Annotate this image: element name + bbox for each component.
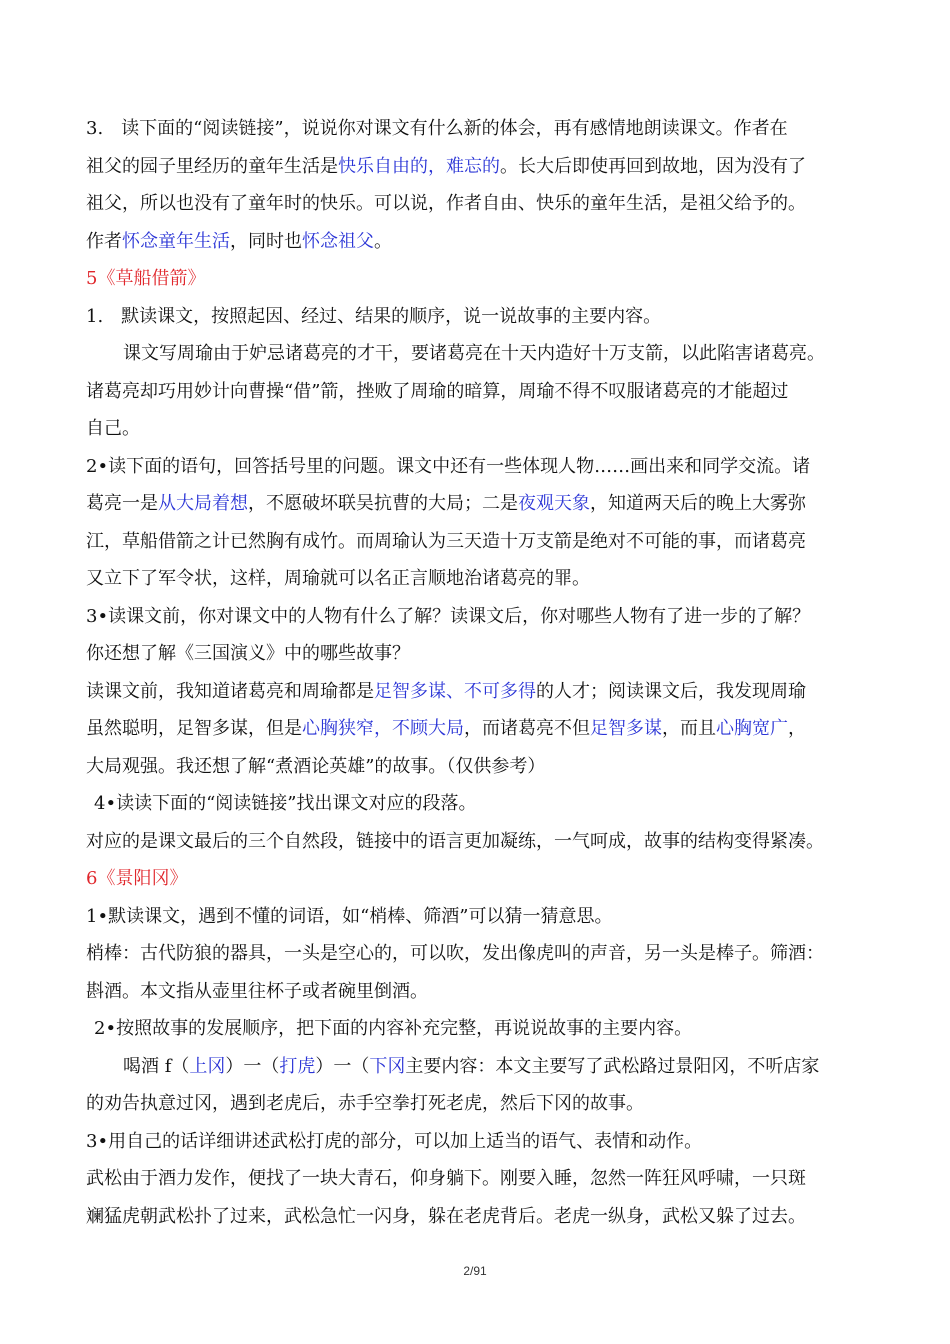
answer-text: 。 [374, 230, 392, 252]
highlighted-answer: 心胸狭窄，不顾大局 [302, 718, 464, 739]
text-line [86, 110, 876, 148]
answer-text: ， [788, 718, 806, 739]
answer-text: 喝酒 f（ [123, 1055, 190, 1077]
highlighted-answer: 夜观天象 [518, 493, 590, 514]
answer-text: ，不愿破坏联吴抗曹的大局；二是 [248, 493, 518, 514]
answer-line: 斓猛虎朝武松扑了过来，武松急忙一闪身，躲在老虎背后。老虎一纵身，武松又躲了过去。 [86, 1205, 806, 1227]
question-line: 你还想了解《三国演义》中的哪些故事？ [86, 643, 410, 664]
question-line: 2•按照故事的发展顺序，把下面的内容补充完整，再说说故事的主要内容。 [94, 1018, 693, 1039]
answer-line: 自己。 [86, 418, 140, 439]
answer-line: 课文写周瑜由于妒忌诸葛亮的才干，要诸葛亮在十天内造好十万支箭，以此陷害诸葛亮。 [123, 343, 825, 364]
highlighted-answer: 足智多谋 [590, 718, 662, 739]
answer-text: ，而诸葛亮不但 [464, 718, 590, 739]
highlighted-answer: 怀念祖父 [302, 230, 374, 252]
question-line: 4•读读下面的“阅读链接”找出课文对应的段落。 [94, 793, 477, 814]
question-line: 3•用自己的话详细讲述武松打虎的部分，可以加上适当的语气、表情和动作。 [86, 1130, 703, 1152]
answer-line: 的劝告执意过冈，遇到老虎后，赤手空拳打死老虎，然后下冈的故事。 [86, 1093, 644, 1114]
answer-text: 。长大后即使再回到故地，因为没有了 [500, 155, 806, 177]
text-line [86, 223, 876, 261]
answer-line: 武松由于酒力发作，便找了一块大青石，仰身躺下。刚要入睡，忽然一阵狂风呼啸，一只斑 [86, 1168, 806, 1189]
answer-line: 诸葛亮却巧用妙计向曹操“借”箭，挫败了周瑜的暗算，周瑜不得不叹服诸葛亮的才能超过 [86, 380, 789, 402]
answer-line [86, 710, 876, 748]
text-line [86, 185, 876, 223]
answer-line [86, 1048, 876, 1086]
highlighted-answer: 心胸宽广 [716, 718, 788, 739]
question-line: 3•读课文前，你对课文中的人物有什么了解？读课文后，你对哪些人物有了进一步的了解？ [86, 605, 811, 627]
answer-text: 葛亮一是 [86, 493, 158, 514]
lesson-title: 6《景阳冈》 [86, 868, 188, 889]
answer-text: 的人才；阅读课文后，我发现周瑜 [536, 680, 806, 702]
answer-text: 作者 [86, 230, 122, 252]
answer-line: 又立下了军令状，这样，周瑜就可以名正言顺地治诸葛亮的罪。 [86, 568, 590, 589]
text-line [86, 148, 876, 186]
answer-text: ，而且 [662, 718, 716, 739]
highlighted-answer: 打虎 [279, 1055, 316, 1077]
answer-line: 斟酒。本文指从壶里往杯子或者碗里倒酒。 [86, 980, 428, 1002]
answer-text: 虽然聪明，足智多谋，但是 [86, 718, 302, 739]
answer-text: ）一（ [315, 1055, 370, 1077]
answer-text: 祖父的园子里经历的童年生活是 [86, 155, 338, 177]
highlighted-answer: 怀念童年生活 [122, 230, 230, 252]
answer-text: 读课文前，我知道诸葛亮和周瑜都是 [86, 680, 374, 702]
lesson-title: 5《草船借箭》 [86, 268, 206, 289]
question-line: 1. 默读课文，按照起因、经过、结果的顺序，说一说故事的主要内容。 [86, 305, 662, 327]
answer-line: 江，草船借箭之计已然胸有成竹。而周瑜认为三天造十万支箭是绝对不可能的事，而诸葛亮 [86, 530, 806, 552]
question-text: 3. 读下面的“阅读链接”，说说你对课文有什么新的体会，再有感情地朗读课文。作者在 [86, 118, 788, 139]
answer-text: ）一（ [225, 1055, 280, 1077]
answer-line [86, 673, 876, 711]
answer-text: ，同时也 [230, 230, 302, 252]
answer-text: 祖父，所以也没有了童年时的快乐。可以说，作者自由、快乐的童年生活，是祖父给予的。 [86, 193, 806, 214]
highlighted-answer: 快乐自由的，难忘的 [338, 155, 500, 177]
answer-text: 主要内容：本文主要写了武松路过景阳冈，不听店家 [405, 1055, 820, 1077]
highlighted-answer: 上冈 [189, 1055, 226, 1077]
answer-line: 梢棒：古代防狼的器具，一头是空心的，可以吹，发出像虎叫的声音，另一头是棒子。筛酒： [86, 943, 824, 964]
highlighted-answer: 下冈 [369, 1055, 406, 1077]
answer-line: 对应的是课文最后的三个自然段，链接中的语言更加凝练，一气呵成，故事的结构变得紧凑。 [86, 830, 824, 852]
answer-text: ，知道两天后的晚上大雾弥 [590, 493, 806, 514]
highlighted-answer: 足智多谋、不可多得 [374, 680, 536, 702]
highlighted-answer: 从大局着想 [158, 493, 248, 514]
answer-line [86, 485, 876, 523]
question-line: 1•默读课文，遇到不懂的词语，如“梢棒、筛酒”可以猜一猜意思。 [86, 905, 613, 927]
question-line: 2•读下面的语句，回答括号里的问题。课文中还有一些体现人物……画出来和同学交流。诸 [86, 455, 811, 477]
page-content [86, 110, 876, 1235]
answer-line: 大局观强。我还想了解“煮酒论英雄”的故事。（仅供参考） [86, 755, 546, 777]
page-number: 2/91 [463, 1264, 487, 1278]
